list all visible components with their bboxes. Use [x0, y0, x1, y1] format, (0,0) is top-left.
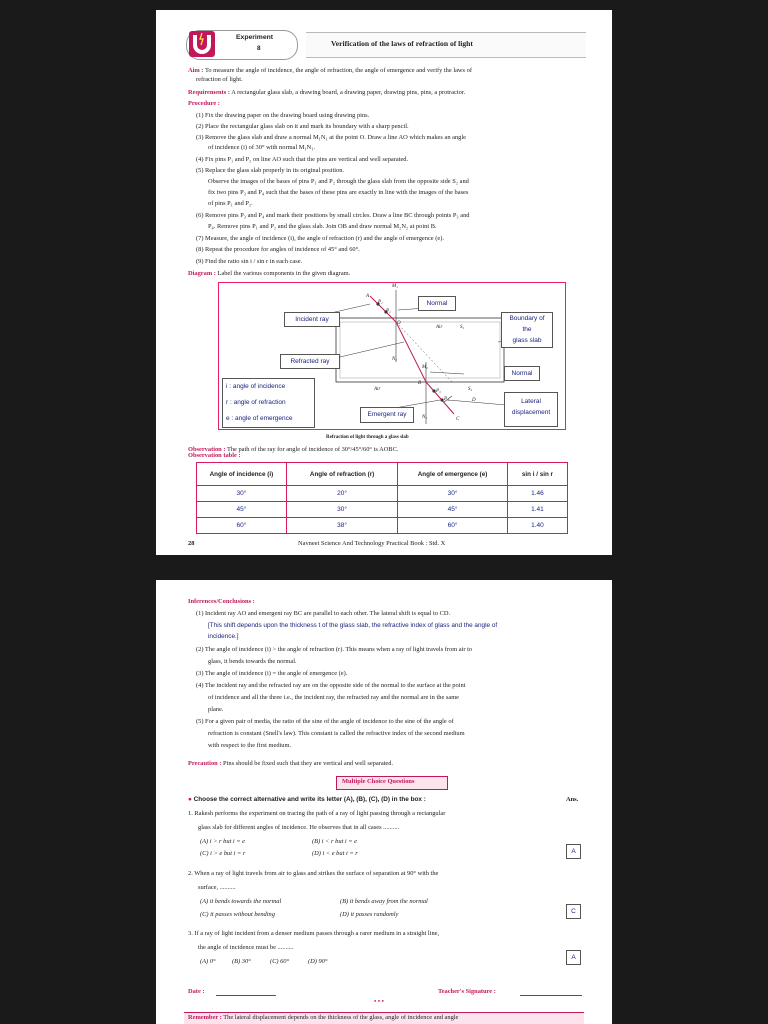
label-air-bottom: Air [374, 387, 381, 392]
page-number: 28 [188, 540, 195, 547]
signature-line [520, 995, 582, 996]
table-cell: 20° [286, 486, 397, 502]
table-row [197, 486, 568, 502]
procedure-line: fix two pins P₃ and P₄ such that the bases of these pins are exactly in line with the images of the bases [208, 189, 469, 196]
label-m1: M₁ [392, 284, 398, 289]
page-1 [156, 10, 612, 555]
requirements-heading: Requirements : [188, 89, 230, 96]
table-row [197, 502, 568, 518]
requirements [188, 89, 465, 97]
procedure-line: (1) Fix the drawing paper on the drawing board using drawing pins. [196, 112, 370, 119]
q2-option-a: (A) it bends towards the normal [200, 898, 282, 905]
book-footer: Navneet Science And Technology Practical Book : Std. X [298, 540, 446, 547]
aim-text: To measure the angle of incidence, the angle of refraction, the angle of emergence and verify the laws of [204, 67, 472, 74]
aim-heading: Aim : [188, 67, 204, 74]
table-cell: 1.40 [507, 518, 567, 534]
diagram-heading: Diagram : [188, 270, 216, 277]
magnet-icon [187, 27, 217, 59]
inference-line: (1) Incident ray AO and emergent ray BC are parallel to each other. The lateral shift is equal to CD. [196, 610, 451, 617]
table-header: Angle of refraction (r) [286, 463, 397, 486]
observation-table-heading: Observation table : [188, 452, 241, 459]
diagram-instruction [188, 270, 350, 278]
procedure-line: (6) Remove pins P₃ and P₄ and mark their positions by small circles. Draw a line BC through points P₃ and [196, 212, 470, 219]
q2-line-2: surface, .......... [198, 884, 236, 891]
q1-option-c: (C) i > e but i = r [200, 850, 246, 857]
incident-ray-box: Incident ray [284, 312, 340, 327]
q3-option-c: (C) 60° [270, 958, 290, 965]
experiment-label: Experiment [236, 34, 274, 41]
q2-option-d: (D) it passes randomly [340, 911, 399, 918]
observation-heading: Observation : [188, 446, 226, 453]
inference-line: incidence.] [208, 633, 239, 640]
procedure-line: (5) Replace the glass slab properly in its original position. [196, 167, 345, 174]
table-header: sin i / sin r [507, 463, 567, 486]
table-cell: 45° [398, 502, 508, 518]
procedure-line: Observe the images of the bases of pins P₁ and P₂ through the glass slab from the opposite side S₂ and [208, 178, 469, 185]
normal-top-box: Normal [418, 296, 456, 311]
label-n1: N₁ [392, 357, 398, 362]
boundary-line-3: glass slab [512, 337, 542, 344]
inference-line: (5) For a given pair of media, the ratio of the sine of the angle of incidence to the sine of the angle of [196, 718, 454, 725]
observation-text: The path of the ray for angle of incidence of 30°/45°/60° is AOBC. [226, 446, 399, 453]
aim-text-2: refraction of light. [196, 76, 243, 83]
date-line [216, 995, 276, 996]
label-n2: N₂ [422, 415, 428, 420]
q3-answer-box[interactable]: A [566, 950, 581, 965]
normal-bottom-box: Normal [504, 366, 540, 381]
inference-line: (2) The angle of incidence (i) > the angle of refraction (r). This means when a ray of light travels from air to [196, 646, 473, 653]
procedure-line: P₄. Remove pins P₁ and P₂ and the glass slab. Join OB and draw normal M₂N₂ at point B. [208, 223, 437, 230]
table-cell: 1.46 [507, 486, 567, 502]
q2-line-1: 2. When a ray of light travels from air to glass and strikes the surface of separation at 90° with the [188, 870, 439, 877]
procedure-line: (4) Fix pins P₁ and P₂ on line AO such that the pins are vertical and well separated. [196, 156, 409, 163]
mcq-title: Multiple Choice Questions [342, 778, 415, 785]
procedure-line: (2) Place the rectangular glass slab on it and mark its boundary with a sharp pencil. [196, 123, 409, 130]
mcq-instruction [188, 796, 426, 804]
remember-text: The lateral displacement depends on the thickness of the glass, angle of incidence and angle [223, 1014, 459, 1021]
q3-option-a: (A) 0° [200, 958, 216, 965]
inference-line: with respect to the first medium. [208, 742, 292, 749]
q3-option-d: (D) 90° [308, 958, 328, 965]
experiment-number: 8 [257, 45, 261, 52]
label-a: A [366, 294, 370, 299]
lateral-line-1: Lateral [521, 398, 541, 405]
q1-option-a: (A) i > r but i = e [200, 838, 246, 845]
requirements-text: A rectangular glass slab, a drawing board, a drawing paper, drawing pins, pins, a protractor. [231, 89, 466, 96]
inference-line: refraction is constant (Snell's law). This constant is called the refractive index of the second medium [208, 730, 465, 737]
label-p4: P₄ [444, 397, 449, 402]
aim-label [188, 67, 472, 75]
label-s2: S₂ [468, 387, 473, 392]
procedure-line: of incidence (i) of 30° with normal M₁N₁. [208, 144, 316, 151]
table-header: Angle of incidence (i) [197, 463, 287, 486]
end-dots: • • • [374, 998, 384, 1005]
legend-r: r : angle of refraction [226, 399, 286, 406]
legend-e: e : angle of emergence [226, 415, 293, 422]
table-cell: 30° [197, 486, 287, 502]
q2-option-c: (C) it passes without bending [200, 911, 275, 918]
inference-line: (3) The angle of incidence (i) = the angle of emergence (e). [196, 670, 348, 677]
table-cell: 60° [197, 518, 287, 534]
remember [188, 1014, 458, 1022]
procedure-line: of pins P₁ and P₂. [208, 200, 253, 207]
label-p2: P₂ [386, 309, 391, 314]
answer-label: Ans. [566, 796, 579, 803]
label-p3: P₃ [436, 389, 441, 394]
diagram-caption: Refraction of light through a glass slab [326, 435, 409, 440]
q1-line-1: 1. Rakesh performs the experiment on tracing the path of a ray of light passing through a rectangular [188, 810, 446, 817]
label-s1: S₁ [460, 325, 465, 330]
procedure-line: (7) Measure, the angle of incidence (i), the angle of refraction (r) and the angle of emergence (e). [196, 235, 444, 242]
signature-label: Teacher's Signature : [438, 988, 496, 995]
table-cell: 60° [398, 518, 508, 534]
lateral-line-2: displacement [511, 409, 551, 416]
diagram-text: Label the various components in the given diagram. [217, 270, 351, 277]
precaution [188, 760, 393, 768]
refracted-ray-box: Refracted ray [280, 354, 340, 369]
table-cell: 38° [286, 518, 397, 534]
q1-answer-box[interactable]: A [566, 844, 581, 859]
table-cell: 30° [286, 502, 397, 518]
experiment-title: Verification of the laws of refraction of light [331, 39, 473, 48]
procedure-heading: Procedure : [188, 100, 220, 107]
bullet-icon: ● [188, 796, 192, 803]
table-cell: 45° [197, 502, 287, 518]
label-m2: M₂ [422, 365, 428, 370]
q3-line-1: 3. If a ray of light incident from a denser medium passes through a rarer medium in a straight line, [188, 930, 440, 937]
table-header: Angle of emergence (e) [398, 463, 508, 486]
boundary-line-2: the [522, 326, 532, 333]
remember-heading: Remember : [188, 1014, 222, 1021]
label-c: C [456, 417, 460, 422]
precaution-heading: Precaution : [188, 760, 222, 767]
label-d: D [472, 398, 476, 403]
procedure-line: (3) Remove the glass slab and draw a normal M₁N₁ at the point O. Draw a line AO which makes an angle [196, 134, 466, 141]
procedure-line: (8) Repeat the procedure for angles of incidence of 45° and 60°. [196, 246, 360, 253]
legend-box [222, 378, 315, 428]
table-header-row [197, 463, 568, 486]
legend-i: i : angle of incidence [226, 383, 286, 390]
q1-option-b: (B) i < r but i = e [312, 838, 358, 845]
emergent-ray-box: Emergent ray [360, 407, 414, 423]
boundary-box [501, 312, 553, 348]
lateral-displacement-box [504, 392, 558, 427]
label-p1: P₁ [378, 300, 383, 305]
label-b: B [418, 381, 422, 386]
label-o: O [397, 321, 401, 326]
inferences-heading: Inferences/Conclusions : [188, 598, 255, 605]
procedure-line: (9) Find the ratio sin i / sin r in each case. [196, 258, 303, 265]
q3-option-b: (B) 30° [232, 958, 251, 965]
observation-table [196, 462, 568, 534]
inference-line: plane. [208, 706, 224, 713]
boundary-line-1: Boundary of [509, 315, 545, 322]
label-air-top: Air [436, 325, 443, 330]
q2-answer-box[interactable]: C [566, 904, 581, 919]
table-row [197, 518, 568, 534]
inference-line: glass, it bends towards the normal. [208, 658, 297, 665]
inference-line: (4) The incident ray and the refracted ray are on the opposite side of the normal to the surface at the point [196, 682, 466, 689]
date-label: Date : [188, 988, 205, 995]
q1-line-2: glass slab for different angles of incidence. He observes that in all cases .......... [198, 824, 400, 831]
inference-line: of incidence and all the three i.e., the incident ray, the refracted ray and the normal are in the same [208, 694, 460, 701]
q3-line-2: the angle of incidence must be .......... [198, 944, 294, 951]
instruction-text: Choose the correct alternative and write its letter (A), (B), (C), (D) in the box : [193, 796, 426, 803]
inference-line: [This shift depends upon the thickness t of the glass slab, the refractive index of glass and the angle of [208, 622, 498, 629]
page-2 [156, 580, 612, 1024]
table-cell: 1.41 [507, 502, 567, 518]
q1-option-d: (D) i < e but i = r [312, 850, 358, 857]
table-cell: 30° [398, 486, 508, 502]
precaution-text: Pins should be fixed such that they are vertical and well separated. [223, 760, 394, 767]
q2-option-b: (B) it bends away from the normal [340, 898, 428, 905]
